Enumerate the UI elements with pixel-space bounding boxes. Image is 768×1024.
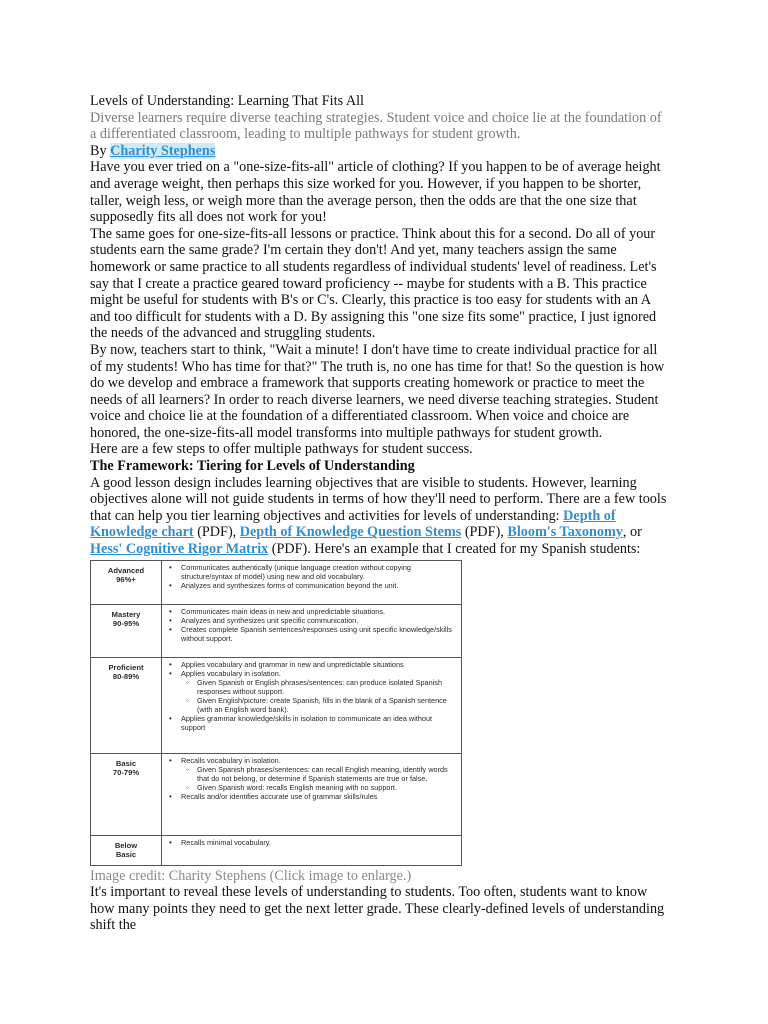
framework-paragraph <box>90 475 670 558</box>
criteria-list <box>165 607 458 643</box>
level-description <box>162 657 462 753</box>
criteria-item: • Communicates authentically (unique language creation without copying structure/syntax of model) using new and old vocabulary. <box>181 563 458 581</box>
level-label <box>91 753 162 835</box>
blooms-taxonomy-link[interactable]: Bloom's Taxonomy <box>507 524 623 541</box>
hess-matrix-link[interactable]: Hess' Cognitive Rigor Matrix <box>90 541 269 558</box>
level-description <box>162 753 462 835</box>
article-title: Levels of Understanding: Learning That Fits All <box>90 93 364 109</box>
level-description <box>162 560 462 604</box>
table-row <box>91 657 462 753</box>
criteria-item: • Creates complete Spanish sentences/responses using unit specific knowledge/skills without support. <box>181 625 458 643</box>
criteria-list <box>165 660 458 733</box>
criteria-list <box>165 756 458 801</box>
pdf-label-2: (PDF), <box>461 524 508 541</box>
level-name: Basic <box>115 758 137 768</box>
level-range: 96%+ <box>116 574 136 584</box>
criteria-item: • Applies grammar knowledge/skills in isolation to communicate an idea without support <box>181 714 458 732</box>
paragraph-4: Here are a few steps to offer multiple pathways for student success. <box>90 441 473 458</box>
image-caption: Image credit: Charity Stephens (Click image to enlarge.) <box>90 867 412 884</box>
dok-chart-link[interactable]: Depth of Knowledge chart <box>90 507 616 541</box>
level-label <box>91 604 162 657</box>
framework-heading: The Framework: Tiering for Levels of Understanding <box>90 458 415 475</box>
level-range: Basic <box>115 849 137 859</box>
paragraph-1: Have you ever tried on a "one-size-fits-all" article of clothing? If you happen to be of average height and average weight, then perhaps this size worked for you. However, if you happen to be shorter, taller, weigh less, or weigh more than the average person, then the odds are that the one size that supposedly fits all does not work for you! <box>90 159 661 226</box>
criteria-subitem: ◦ Given Spanish or English phrases/sentences: can produce isolated Spanish responses without support. <box>197 678 458 696</box>
author-link[interactable]: Charity Stephens <box>110 142 216 159</box>
or-text: , or <box>622 524 642 541</box>
level-name: Below <box>114 840 138 850</box>
closing-paragraph: It's important to reveal these levels of understanding to students. Too often, students want to know how many points they need to get the next letter grade. These clearly-defined levels of understanding shift the <box>90 884 665 934</box>
level-range: 80-89% <box>112 671 140 681</box>
pdf-label-1: (PDF), <box>193 524 240 541</box>
byline-prefix: By <box>90 142 111 159</box>
criteria-item: • Communicates main ideas in new and unpredictable situations. <box>181 607 458 616</box>
levels-table <box>90 560 462 866</box>
byline <box>90 143 670 160</box>
criteria-list <box>165 563 458 590</box>
level-description <box>162 835 462 865</box>
table-row <box>91 753 462 835</box>
table-row <box>91 835 462 865</box>
criteria-item: • Analyzes and synthesizes forms of communication beyond the unit. <box>181 581 458 590</box>
criteria-subitem: ◦ Given English/picture: create Spanish, fills in the blank of a Spanish sentence (with an English word bank). <box>197 696 458 714</box>
level-name: Advanced <box>107 565 145 575</box>
levels-table-image[interactable] <box>90 560 462 866</box>
level-label <box>91 835 162 865</box>
level-label <box>91 657 162 753</box>
criteria-item: • Applies vocabulary in isolation. <box>181 669 458 678</box>
level-range: 90-95% <box>112 618 140 628</box>
table-row <box>91 604 462 657</box>
criteria-item: • Recalls vocabulary in isolation. <box>181 756 458 765</box>
dok-stems-link[interactable]: Depth of Knowledge Question Stems <box>239 524 462 541</box>
level-range: 70-79% <box>112 767 140 777</box>
level-name: Proficient <box>108 662 144 672</box>
criteria-subitem: ◦ Given Spanish word: recalls English meaning with no support. <box>197 783 458 792</box>
framework-text-1: A good lesson design includes learning objectives that are visible to students. However, learning objectives alone will not guide students in terms of how they'll need to perform. There are a few tools that can help you tier learning objectives and activities for levels of understanding: <box>90 474 667 524</box>
paragraph-3: By now, teachers start to think, "Wait a minute! I don't have time to create individual practice for all of my students! Who has time for that?" The truth is, no one has time for that! So the question is how do we develop and embrace a framework that supports creating homework or practice to meet the needs of all learners? In order to reach diverse learners, we need diverse teaching strategies. Student voice and choice lie at the foundation of a differentiated classroom. When voice and choice are honored, the one-size-fits-all model transforms into multiple pathways for student growth. <box>90 341 665 441</box>
table-row <box>91 560 462 604</box>
paragraph-2: The same goes for one-size-fits-all lessons or practice. Think about this for a second. Do all of your students earn the same grade? I'm certain they don't! And yet, many teachers assign the same homework or same practice to all students regardless of individual students' level of readiness. Let's say that I create a practice geared toward proficiency -- maybe for students with a B. This practice might be useful for students with B's or C's. Clearly, this practice is too easy for students with an A and too difficult for students with a D. By assigning this "one size fits some" practice, I just ignored the needs of the advanced and struggling students. <box>90 225 657 342</box>
framework-text-2: (PDF). Here's an example that I created for my Spanish students: <box>268 541 641 558</box>
level-name: Mastery <box>111 609 141 619</box>
criteria-item: • Recalls and/or identifies accurate use of grammar skills/rules <box>181 792 458 801</box>
criteria-item: • Recalls minimal vocabulary. <box>181 838 458 847</box>
criteria-list <box>165 838 458 847</box>
level-label <box>91 560 162 604</box>
article-content <box>90 93 670 934</box>
criteria-item: • Analyzes and synthesizes unit specific communication. <box>181 616 458 625</box>
criteria-item: • Applies vocabulary and grammar in new and unpredictable situations <box>181 660 458 669</box>
article-subtitle: Diverse learners require diverse teaching strategies. Student voice and choice lie at the foundation of a differentiated classroom, leading to multiple pathways for student growth. <box>90 109 662 143</box>
level-description <box>162 604 462 657</box>
criteria-subitem: ◦ Given Spanish phrases/sentences: can recall English meaning, identify words that do not belong, or determine if Spanish statements are true or false. <box>197 765 458 783</box>
